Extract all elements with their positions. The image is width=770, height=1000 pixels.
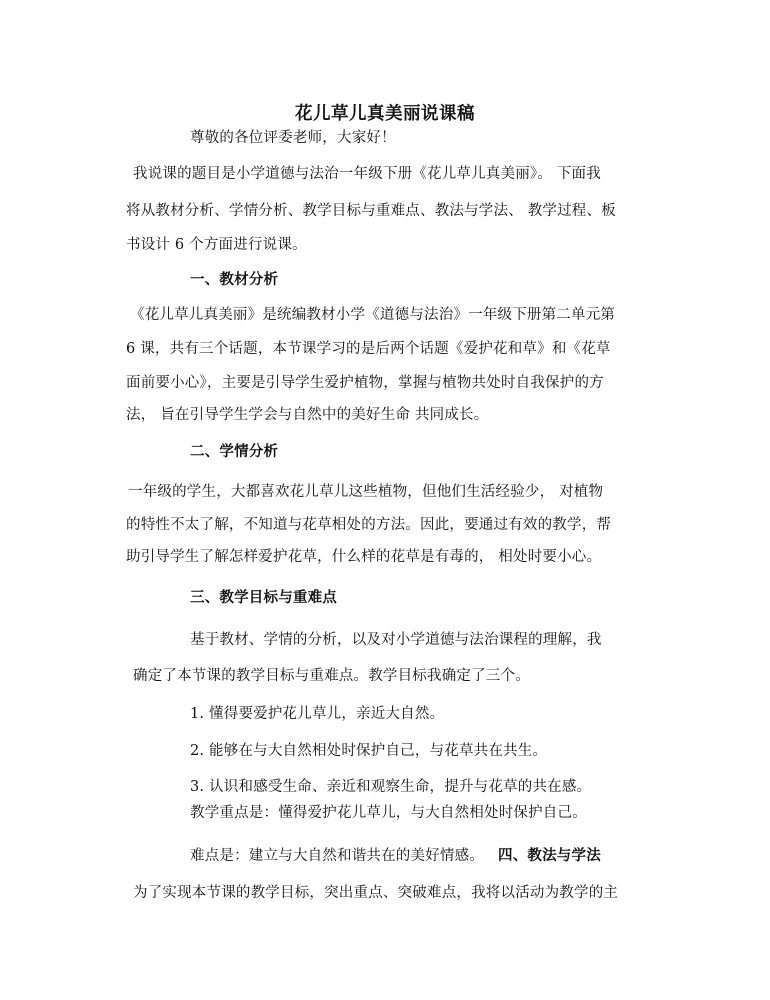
materials-line-3: 面前要小心》，主要是引导学生爱护植物，掌握与植物共处时自我保护的方 bbox=[126, 375, 604, 391]
materials-line-4: 法， 旨在引导学生学会与自然中的美好生命 共同成长。 bbox=[126, 407, 489, 423]
difficulty-text: 难点是：建立与大自然和谐共在的美好情感。 bbox=[190, 848, 484, 864]
document-title: 花儿草儿真美丽说课稿 bbox=[295, 104, 475, 124]
intro-line-3: 书设计 6 个方面进行说课。 bbox=[126, 237, 307, 253]
greeting: 尊敬的各位评委老师，大家好！ bbox=[190, 130, 396, 146]
section-heading-materials: 一、教材分析 bbox=[190, 271, 279, 288]
section-heading-goals: 三、教学目标与重难点 bbox=[190, 589, 337, 606]
section-heading-learners: 二、学情分析 bbox=[190, 443, 279, 460]
intro-line-2: 将从教材分析、学情分析、教学目标与重难点、教法与学法、 教学过程、板 bbox=[126, 203, 616, 219]
difficulty-line bbox=[190, 846, 601, 866]
key-point: 教学重点是：懂得爱护花儿草儿，与大自然相处时保护自己。 bbox=[190, 805, 587, 821]
goal-item-2: 2. 能够在与大自然相处时保护自己，与花草共在共生。 bbox=[190, 743, 548, 759]
intro-line-1: 我说课的题目是小学道德与法治一年级下册《花儿草儿真美丽》。 下面我 bbox=[133, 166, 601, 182]
learners-line-1: 一年级的学生，大都喜欢花儿草儿这些植物，但他们生活经验少， 对植物 bbox=[128, 484, 604, 500]
goals-line-1: 基于教材、学情的分析，以及对小学道德与法治课程的理解，我 bbox=[190, 632, 602, 648]
learners-line-3: 助引导学生了解怎样爱护花草，什么样的花草是有毒的， 相处时要小心。 bbox=[126, 549, 602, 565]
methods-line-1: 为了实现本节课的教学目标，突出重点、突破难点，我将以活动为教学的主 bbox=[133, 885, 619, 901]
materials-line-1: 《花儿草儿真美丽》是统编教材小学《道德与法治》一年级下册第二单元第 bbox=[130, 307, 616, 323]
learners-line-2: 的特性不太了解，不知道与花草相处的方法。因此，要通过有效的教学，帮 bbox=[126, 517, 612, 533]
goals-line-2: 确定了本节课的教学目标与重难点。教学目标我确定了三个。 bbox=[133, 668, 530, 684]
goal-item-3: 3. 认识和感受生命、亲近和观察生命，提升与花草的共在感。 bbox=[190, 779, 592, 795]
goal-item-1: 1. 懂得要爱护花儿草儿，亲近大自然。 bbox=[190, 706, 445, 722]
section-heading-methods: 四、教法与学法 bbox=[498, 847, 601, 864]
materials-line-2: 6 课，共有三个话题，本节课学习的是后两个话题《爱护花和草》和《花草 bbox=[126, 341, 611, 357]
